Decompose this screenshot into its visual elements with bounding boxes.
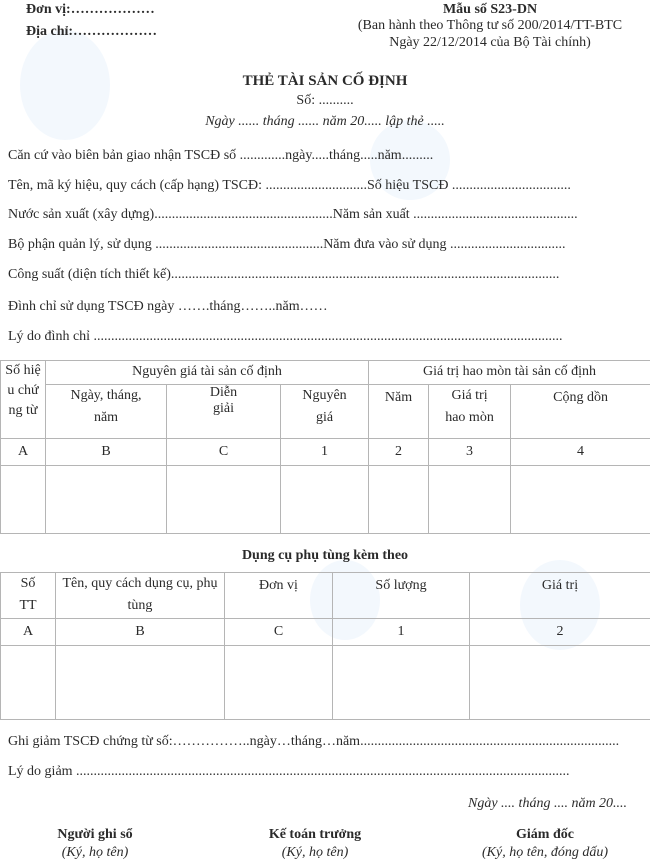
- asset-value-table: [0, 360, 650, 534]
- sign-date: Ngày .... tháng .... năm 20....: [468, 796, 628, 811]
- issued-line-2: Ngày 22/12/2014 của Bộ Tài chính): [389, 35, 591, 50]
- code-cell: B: [46, 439, 167, 466]
- header-year: Năm: [369, 385, 429, 439]
- empty-cell[interactable]: [333, 646, 470, 720]
- empty-cell[interactable]: [369, 466, 429, 534]
- form-number: Mẫu số S23-DN: [442, 2, 538, 17]
- accessories-table: [0, 572, 650, 720]
- field-decrease-reason: Lý do giảm .............................................................................................................................................: [8, 764, 570, 779]
- code-cell: 4: [511, 439, 650, 466]
- signer-director-title: Giám đốc: [516, 827, 574, 842]
- unit-label: Đơn vị:………………: [26, 2, 155, 17]
- header-original-cost: Nguyên giá tài sản cố định: [46, 361, 369, 385]
- signer-director-note: (Ký, họ tên, đóng dấu): [482, 845, 608, 860]
- field-asset-name: Tên, mã ký hiệu, quy cách (cấp hạng) TSCĐ: .............................Số hiệu TSCĐ ..................................: [8, 178, 571, 193]
- field-handover-record: Căn cứ vào biên bản giao nhận TSCĐ số .............ngày.....tháng.....năm.........: [8, 148, 434, 163]
- empty-cell[interactable]: [167, 466, 281, 534]
- header-depreciation: Giá trị hao mòn tài sản cố định: [369, 361, 650, 385]
- code-cell: 1: [333, 619, 470, 646]
- empty-cell[interactable]: [56, 646, 225, 720]
- header-cost: Nguyên giá: [281, 385, 369, 439]
- code-cell: C: [225, 619, 333, 646]
- code-cell: 1: [281, 439, 369, 466]
- signer-chief-accountant-title: Kế toán trưởng: [268, 827, 362, 842]
- empty-cell[interactable]: [470, 646, 650, 720]
- field-department: Bộ phận quản lý, sử dụng ................................................Năm đưa vào sử dụng .................................: [8, 237, 566, 252]
- field-country: Nước sản xuất (xây dựng)...................................................Năm sản xuất ...............................................: [8, 207, 578, 222]
- empty-cell[interactable]: [225, 646, 333, 720]
- header-unit: Đơn vị: [225, 573, 333, 619]
- address-label: Địa chỉ:………………: [26, 24, 158, 39]
- card-number: Số: ..........: [296, 93, 354, 108]
- signer-recorder-title: Người ghi sổ: [57, 827, 133, 842]
- empty-cell[interactable]: [46, 466, 167, 534]
- field-capacity: Công suất (diện tích thiết kế)...............................................................................................................: [8, 267, 560, 282]
- header-description: Diễn giải: [167, 385, 281, 439]
- header-ordinal: Số TT: [1, 573, 56, 619]
- issued-line-1: (Ban hành theo Thông tư số 200/2014/TT-BTC: [357, 18, 623, 33]
- field-suspension-reason: Lý do đình chỉ ......................................................................................................................................: [8, 329, 563, 344]
- header-accumulated: Cộng dồn: [511, 385, 650, 439]
- accessories-title: Dụng cụ phụ tùng kèm theo: [241, 548, 409, 563]
- field-decrease-record: Ghi giảm TSCĐ chứng từ số:……………..ngày…tháng…năm..........................................................................: [8, 734, 620, 749]
- code-cell: A: [1, 619, 56, 646]
- code-cell: C: [167, 439, 281, 466]
- code-cell: B: [56, 619, 225, 646]
- card-date: Ngày ...... tháng ...... năm 20..... lập thẻ .....: [205, 114, 445, 129]
- code-cell: 2: [369, 439, 429, 466]
- header-document-number: Số hiệu chứng từ: [1, 361, 46, 439]
- empty-cell[interactable]: [1, 466, 46, 534]
- code-cell: A: [1, 439, 46, 466]
- code-cell: 3: [429, 439, 511, 466]
- header-quantity: Số lượng: [333, 573, 470, 619]
- empty-cell[interactable]: [281, 466, 369, 534]
- code-cell: 2: [470, 619, 650, 646]
- empty-cell[interactable]: [511, 466, 650, 534]
- header-tool-name: Tên, quy cách dụng cụ, phụ tùng: [56, 573, 225, 619]
- page-title: THẺ TÀI SẢN CỐ ĐỊNH: [242, 73, 408, 89]
- signer-chief-accountant-note: (Ký, họ tên): [281, 845, 349, 860]
- signer-recorder-note: (Ký, họ tên): [61, 845, 129, 860]
- header-value: Giá trị: [470, 573, 650, 619]
- empty-cell[interactable]: [1, 646, 56, 720]
- empty-cell[interactable]: [429, 466, 511, 534]
- header-depreciation-value: Giá trị hao mòn: [429, 385, 511, 439]
- field-suspension: Đình chỉ sử dụng TSCĐ ngày …….tháng……..năm……: [8, 299, 328, 314]
- header-date: Ngày, tháng, năm: [46, 385, 167, 439]
